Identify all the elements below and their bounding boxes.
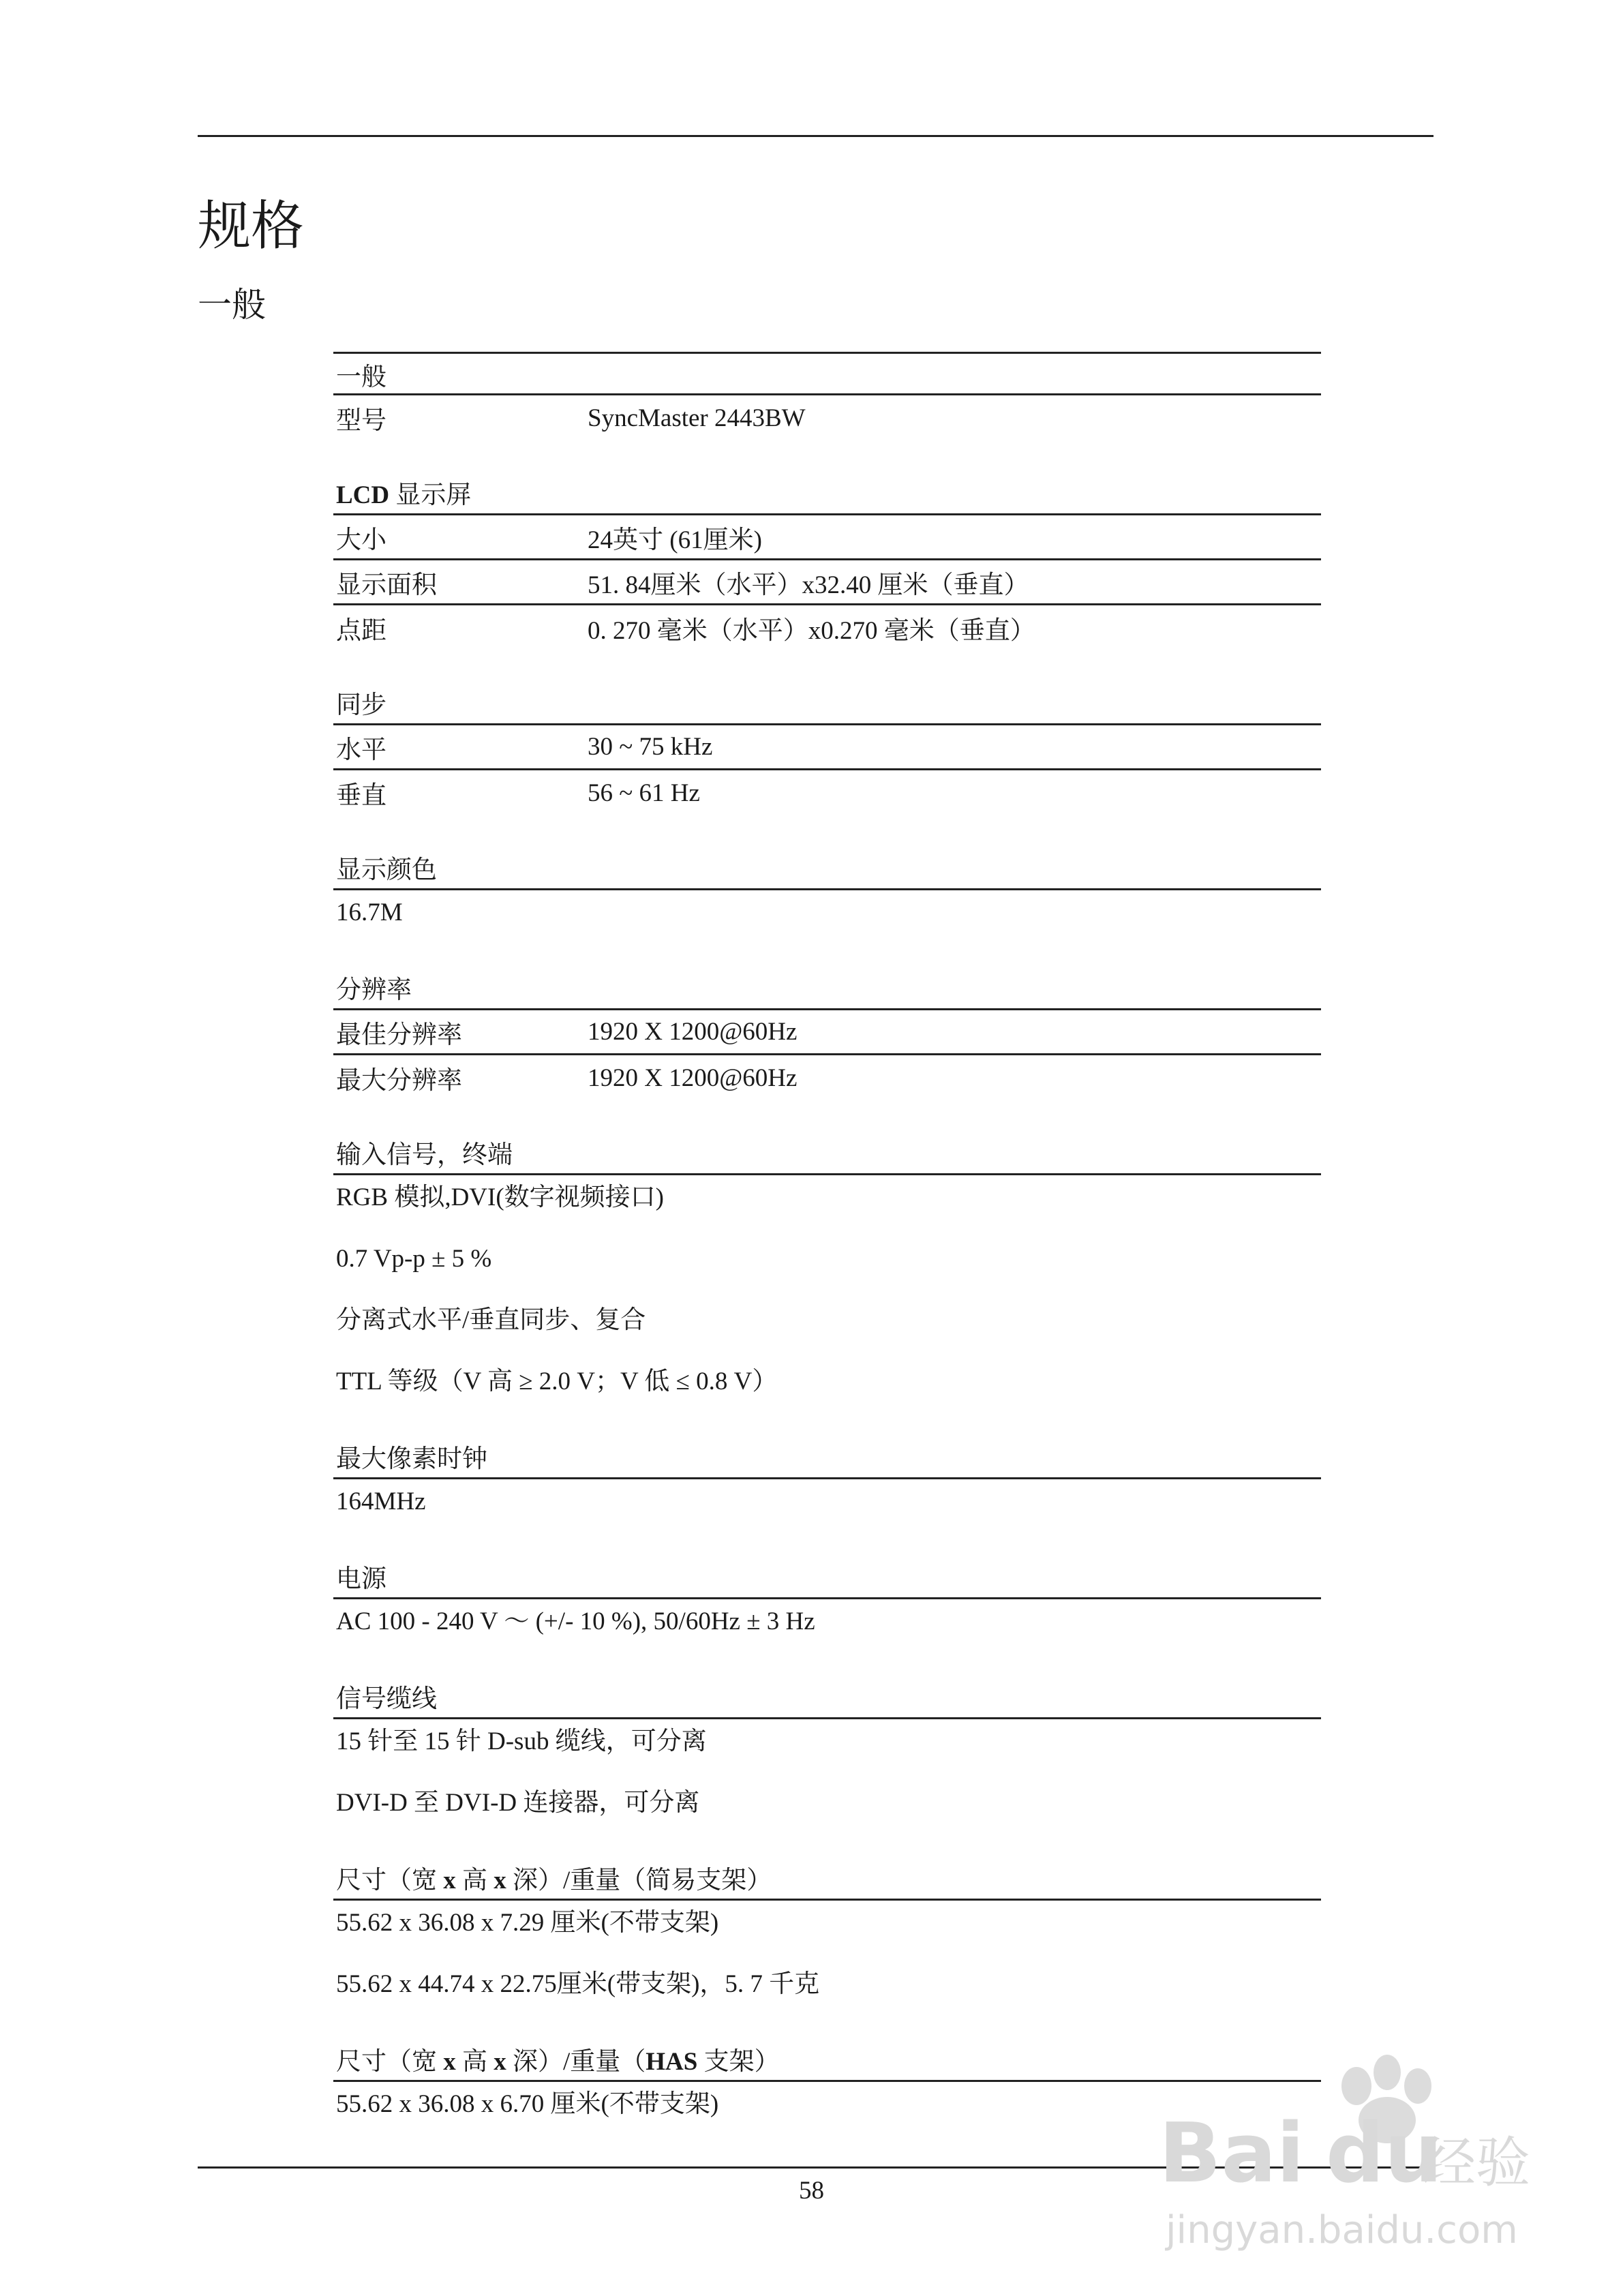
section-cable-title: 信号缆线 [333, 1676, 1321, 1719]
section-color-title: 显示颜色 [333, 847, 1321, 890]
baidu-watermark-logo [1152, 2045, 1534, 2263]
dimensions-line: 55.62 x 36.08 x 6.70 厘米(不带支架) [336, 2090, 719, 2118]
section-resolution-title: 分辨率 [333, 967, 1321, 1010]
header-rule [198, 135, 1434, 137]
row-value: 0. 270 毫米（水平）x0.270 毫米（垂直） [588, 617, 1035, 645]
spec-row-size [333, 515, 1321, 560]
row-label: 垂直 [336, 782, 386, 810]
row-label: 最佳分辨率 [336, 1021, 462, 1049]
watermark-brand-2: du [1326, 2106, 1443, 2201]
power-value: AC 100 - 240 V ～ (+/- 10 %), 50/60Hz ± 3 Hz [336, 1607, 815, 1635]
row-value: 24英寸 (61厘米) [588, 526, 762, 554]
spec-table [333, 352, 1321, 2127]
row-label: 大小 [336, 526, 386, 554]
dimensions-line: 55.62 x 44.74 x 22.75厘米(带支架)，5. 7 千克 [336, 1970, 820, 1998]
input-line: 0.7 Vp-p ± 5 % [336, 1245, 492, 1273]
dim-title-x: x [494, 1867, 506, 1894]
lcd-title-rest: 显示屏 [389, 481, 472, 509]
row-value: 1920 X 1200@60Hz [588, 1063, 798, 1092]
lcd-title-bold: LCD [336, 481, 390, 509]
color-value: 16.7M [336, 898, 403, 926]
input-line: TTL 等级（V 高 ≥ 2.0 V；V 低 ≤ 0.8 V） [336, 1368, 778, 1395]
watermark-cn: 经验 [1421, 2131, 1530, 2194]
row-label: 水平 [336, 736, 386, 764]
spec-row-display-area [333, 560, 1321, 605]
page-title: 规格 [198, 196, 305, 256]
row-value: 30 ~ 75 kHz [588, 733, 713, 761]
pixel-clock-value: 164MHz [336, 1487, 426, 1515]
section-pixel-clock-title: 最大像素时钟 [333, 1436, 1321, 1479]
input-line: 分离式水平/垂直同步、复合 [336, 1306, 646, 1334]
dim-title-part: 深）/重量（简易支架） [506, 1867, 772, 1894]
dimensions-line: 55.62 x 36.08 x 7.29 厘米(不带支架) [336, 1909, 719, 1937]
spec-row-horizontal [333, 725, 1321, 770]
section-subtitle: 一般 [198, 286, 266, 324]
watermark-url: jingyan.baidu.com [1166, 2208, 1518, 2252]
dim-title-x: x [494, 2048, 506, 2076]
row-label: 最大分辨率 [336, 1067, 462, 1095]
section-lcd-title [333, 472, 1321, 515]
dim-title-part: 尺寸（宽 [336, 1867, 444, 1894]
row-label: 型号 [336, 407, 386, 435]
dim-title-part: 深）/重量（ [506, 2048, 646, 2076]
page-number: 58 [799, 2177, 824, 2205]
section-power-title: 电源 [333, 1556, 1321, 1599]
section-dimensions-simple-title [333, 1857, 1321, 1901]
dim-title-part: 高 [455, 1867, 494, 1894]
dim-title-part: 尺寸（宽 [336, 2048, 444, 2076]
dim-title-x: x [443, 2048, 456, 2076]
input-line: RGB 模拟,DVI(数字视频接口) [336, 1183, 664, 1211]
spec-row-dot-pitch [333, 605, 1321, 650]
row-value: 1920 X 1200@60Hz [588, 1018, 798, 1046]
dim-title-x: x [443, 1867, 456, 1894]
spec-row-optimal-resolution [333, 1010, 1321, 1055]
dim-title-part: 高 [455, 2048, 494, 2076]
row-label: 显示面积 [336, 571, 437, 599]
dim-title-has: HAS [646, 2048, 698, 2076]
section-input-title: 输入信号，终端 [333, 1132, 1321, 1175]
dim-title-part: 支架） [697, 2048, 780, 2076]
row-value: 56 ~ 61 Hz [588, 779, 700, 807]
cable-line: DVI-D 至 DVI-D 连接器，可分离 [336, 1789, 700, 1817]
section-general-title: 一般 [333, 352, 1321, 395]
row-value: SyncMaster 2443BW [588, 404, 806, 432]
section-sync-title: 同步 [333, 682, 1321, 725]
spec-row-vertical [333, 770, 1321, 815]
spec-row-model [333, 395, 1321, 440]
cable-line: 15 针至 15 针 D-sub 缆线，可分离 [336, 1727, 707, 1755]
row-value: 51. 84厘米（水平）x32.40 厘米（垂直） [588, 571, 1029, 599]
watermark-brand: Bai [1159, 2106, 1305, 2201]
spec-row-max-resolution [333, 1055, 1321, 1100]
row-label: 点距 [336, 617, 386, 645]
